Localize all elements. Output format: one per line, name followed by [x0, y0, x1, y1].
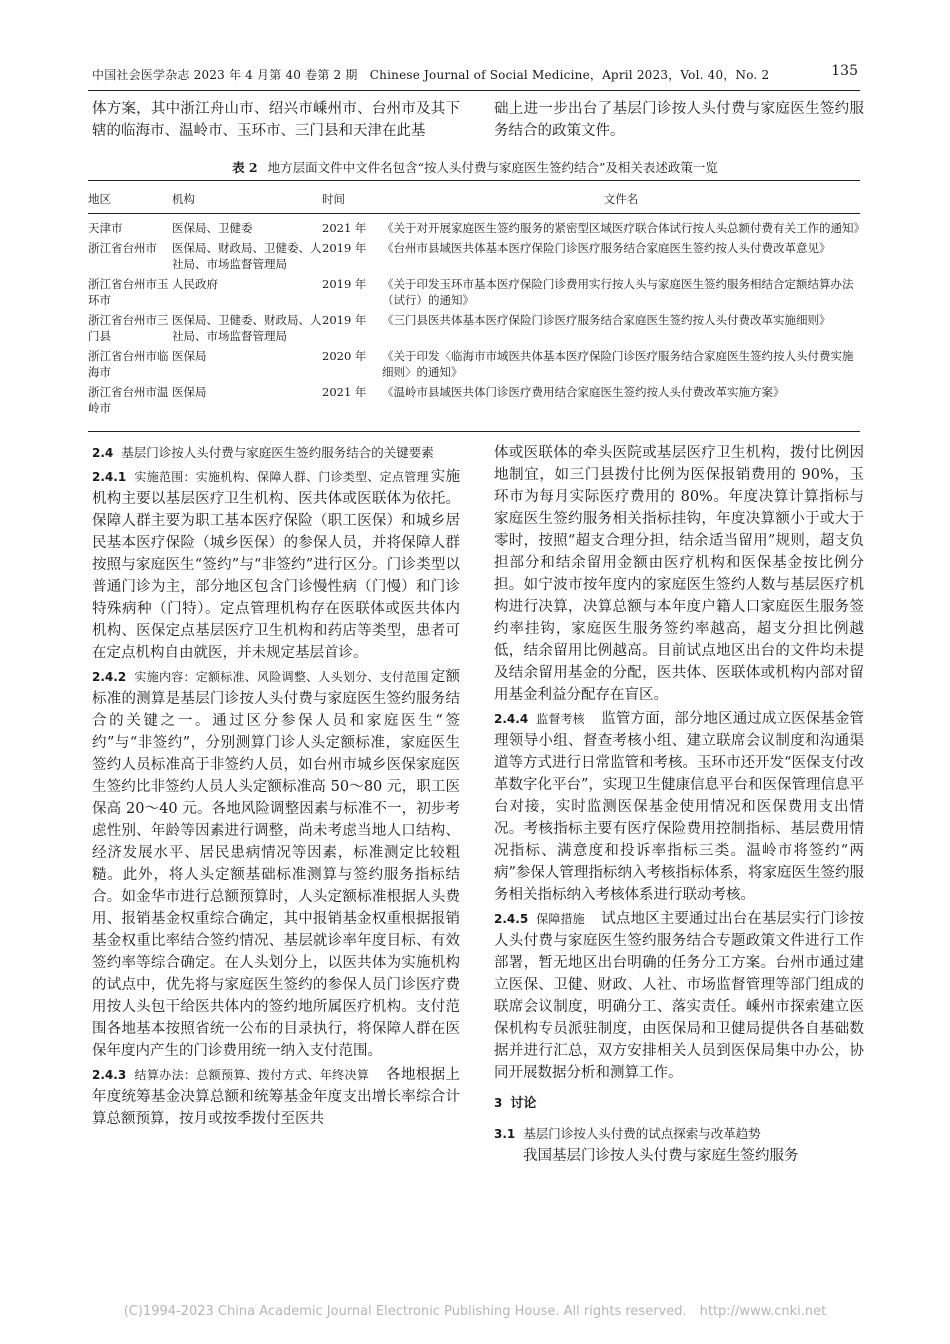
cell-year: 2019 年	[322, 241, 367, 255]
header-agency: 机构	[172, 184, 322, 214]
table-caption	[92, 158, 858, 176]
table-header-row	[88, 184, 860, 214]
body-left-column	[92, 442, 460, 1130]
table-label: 表 2	[232, 160, 258, 175]
cell-year: 2021 年	[322, 221, 367, 235]
policy-table	[88, 184, 865, 420]
cell-year: 2020 年	[322, 349, 367, 363]
table-row	[88, 346, 860, 382]
copyright-footer: (C)1994-2023 China Academic Journal Electronic Publishing House. All rights reserved. http://www.cnki.net	[123, 1304, 827, 1319]
header-rule	[88, 90, 860, 91]
section-2-4-3-continued: 体或医联体的牵头医院或基层医疗卫生机构，拨付比例因地制宜，如三门县拨付比例为医保报销费用的 90%，玉环市为每月实际医疗费用的 80%。年度决算计算指标与家庭医生签约服务相关指标挂钩，年度决算额小于或大于零时，按照“超支合理分担，结余适当留用”规则，超支负担部分和结余留用金额由医疗机构和医保基金按比例分担。如宁波市按年度内的家庭医生签约人数与基层医疗机构进行决算，决算总额与本年度户籍人口家庭医生服务签约率挂钩，家庭医生服务签约率越高，超支分担比例越低，结余留用比例越高。目前试点地区出台的文件均未提及结余留用基金的分配，医共体、医联体或机构内部对留用基金利益分配存在盲区。	[494, 445, 864, 703]
section-2-4-2: 2.4.2 实施内容：定额标准、风险调整、人头划分、支付范围 定额标准的测算是基层门诊按人头付费与家庭医生签约服务结合的关键之一。通过区分参保人员和家庭医生“签约”与“非签约”，分别测算门诊人头定额标准，家庭医生签约人员标准高于非签约人员，如台州市城乡医保家庭医生签约比非签约人员人头定额标准高 50～80 元，职工医保高 20～40 元。各地风险调整因素与标准不一，初步考虑性别、年龄等因素进行调整，尚未考虑当地人口结构、经济发展水平、居民患病情况等因素，标准测定比较粗糙。此外，将人头定额基础标准测算与签约服务指标结合。如金华市进行总额预算时，人头定额标准根据人头费用、报销基金权重综合确定，其中报销基金权重根据报销基金权重比率结合签约情况、基层就诊率年度目标、有效签约率等综合确定。在人头划分上，以医共体为实施机构的试点中，优先将与家庭医生签约的参保人员门诊医疗费用按人头包干给医共体内的签约地所属医疗机构。支付范围各地基本按照省统一公布的目录执行，将保障人群在医保年度内产生的门诊费用统一纳入支付范围。	[92, 669, 460, 1059]
header-document: 文件名	[382, 184, 860, 214]
intro-left-column	[92, 98, 460, 142]
cell-document: 《温岭市县域医共体门诊医疗费用结合家庭医生签约按人头付费改革实施方案》	[382, 385, 785, 399]
section-2-4-5: 2.4.5 保障措施 试点地区主要通过出台在基层实行门诊按人头付费与家庭医生签约服务结合专题政策文件进行工作部署，暂无地区出台明确的任务分工方案。台州市通过建立医保、卫健、财政、人社、市场监督管理等部门组成的联席会议制度，明确分工、落实责任。嵊州市探索建立医保机构专员派驻制度，由医保局和卫健局提供各自基础数据并进行汇总，双方安排相关人员到医保局集中办公，协同开展数据分析和测算工作。	[494, 911, 865, 1081]
cell-region: 浙江省台州市玉环市	[88, 277, 169, 307]
journal-citation: 中国社会医学杂志 2023 年 4 月第 40 卷第 2 期 Chinese Journal of Social Medicine，April 2023，Vol. 40，No. 2	[92, 68, 770, 82]
section-2-4-1: 2.4.1 实施范围：实施机构、保障人群、门诊类型、定点管理 实施机构主要以基层医疗卫生机构、医共体或医联体为依托。保障人群主要为职工基本医疗保险（职工医保）和城乡居民基本医疗保险（城乡医保）的参保人员，并将保障人群按照与家庭医生“签约”与“非签约”进行区分。门诊类型以普通门诊为主，部分地区包含门诊慢性病（门慢）和门诊特殊病种（门特）。定点管理机构存在医联体或医共体内机构、医保定点基层医疗卫生机构和药店等类型，患者可在定点机构自由就医，并未规定基层首诊。	[92, 469, 460, 661]
section-2-4-3: 2.4.3 结算办法：总额预算、拨付方式、年终决算 各地根据上年度统筹基金决算总额和统筹基金年度支出增长率综合计算总额预算，按月或按季拨付至医共	[92, 1067, 461, 1127]
cell-agency: 医保局、卫健委	[172, 221, 253, 235]
page-number: 135	[831, 63, 858, 79]
section-2-4-heading: 2.4 基层门诊按人头付费与家庭医生签约服务结合的关键要素	[92, 445, 434, 460]
table-row	[88, 238, 860, 274]
cell-region: 天津市	[88, 221, 123, 235]
table-bottom-rule	[88, 431, 860, 432]
section-3-heading: 3 讨论	[494, 1096, 537, 1111]
table-row	[88, 274, 860, 310]
intro-left-paragraph: 体方案，其中浙江舟山市、绍兴市嵊州市、台州市及其下辖的临海市、温岭市、玉环市、三门县和天津在此基	[92, 101, 460, 139]
cell-year: 2019 年	[322, 277, 367, 291]
intro-right-paragraph: 础上进一步出台了基层门诊按人头付费与家庭医生签约服务结合的政策文件。	[494, 101, 864, 139]
cell-year: 2019 年	[322, 313, 367, 327]
header-year: 时间	[322, 184, 382, 214]
cell-agency: 医保局、卫健委、财政局、人社局、市场监督管理局	[172, 313, 322, 343]
section-2-4-4: 2.4.4 监督考核 监管方面，部分地区通过成立医保基金管理领导小组、督查考核小组、建立联席会议制度和沟通渠道等方式进行日常监管和考核。玉环市还开发“医保支付改革数字化平台”，实现卫生健康信息平台和医保管理信息平台对接，实时监测医保基金使用情况和医保费用支出情况。考核指标主要有医疗保险费用控制指标、基层费用情况指标、满意度和投诉率指标三类。温岭市将签约“两病”参保人管理指标纳入考核指标体系，将家庭医生签约服务相关指标纳入考核体系进行联动考核。	[494, 711, 865, 903]
table-row	[88, 310, 860, 346]
cell-agency: 人民政府	[172, 277, 218, 291]
table-title: 地方层面文件中文件名包含“按人头付费与家庭医生签约结合”及相关表述政策一览	[267, 160, 718, 175]
cell-agency: 医保局	[172, 349, 207, 363]
cell-agency: 医保局、财政局、卫健委、人社局、市场监督管理局	[172, 241, 322, 271]
section-3-1-text: 我国基层门诊按人头付费与家庭生签约服务	[523, 1148, 799, 1164]
cell-region: 浙江省台州市温岭市	[88, 385, 169, 415]
table-row	[88, 382, 860, 420]
cell-agency: 医保局	[172, 385, 207, 399]
header-region: 地区	[88, 184, 172, 214]
table-top-rule	[88, 180, 860, 181]
table-row	[88, 214, 860, 239]
cell-document: 《关于印发玉环市基本医疗保险门诊费用实行按人头与家庭医生签约服务相结合定额结算办法（试行）的通知》	[382, 277, 854, 307]
cell-document: 《台州市县域医共体基本医疗保险门诊医疗服务结合家庭医生签约按人头付费改革意见》	[382, 241, 831, 255]
cell-year: 2021 年	[322, 385, 367, 399]
cell-region: 浙江省台州市临海市	[88, 349, 169, 379]
cell-region: 浙江省台州市三门县	[88, 313, 169, 343]
section-3-1-heading: 3.1 基层门诊按人头付费的试点探索与改革趋势	[494, 1126, 761, 1141]
cell-document: 《关于印发〈临海市市域医共体基本医疗保险门诊医疗服务结合家庭医生签约按人头付费实施细则〉的通知》	[382, 349, 854, 379]
cell-document: 《三门县医共体基本医疗保险门诊医疗服务结合家庭医生签约按人头付费改革实施细则》	[382, 313, 831, 327]
cell-region: 浙江省台州市	[88, 241, 157, 255]
cell-document: 《关于对开展家庭医生签约服务的紧密型区域医疗联合体试行按人头总额付费有关工作的通知》	[382, 221, 865, 235]
intro-right-column	[494, 98, 864, 142]
body-right-column	[494, 442, 864, 1167]
